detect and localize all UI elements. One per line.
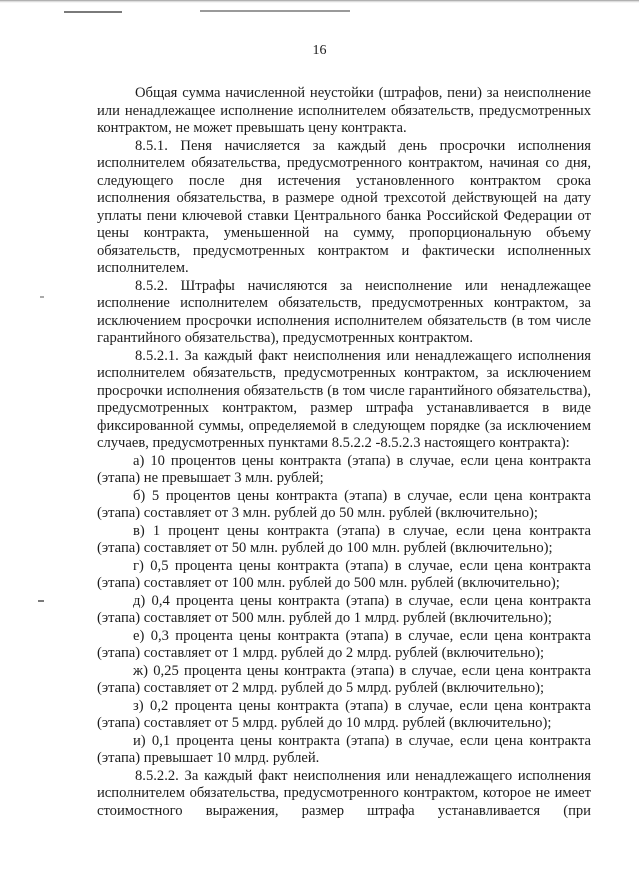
scan-artifact (64, 11, 122, 13)
list-item-a: а) 10 процентов цены контракта (этапа) в случае, если цена контракта (этапа) не превышает 3 млн. рублей; (97, 452, 591, 486)
document-body (97, 85, 591, 820)
scan-artifact (38, 600, 44, 602)
paragraph-general-penalty-limit: Общая сумма начисленной неустойки (штрафов, пени) за неисполнение или ненадлежащее исполнение исполнителем обязательств, предусмотренных контрактом, не может превышать цену контракта. (97, 85, 591, 136)
list-item-i: и) 0,1 процента цены контракта (этапа) в случае, если цена контракта (этапа) превышает 10 млрд. рублей. (97, 732, 591, 766)
list-item-b: б) 5 процентов цены контракта (этапа) в случае, если цена контракта (этапа) составляет от 3 млн. рублей до 50 млн. рублей (включительно); (97, 487, 591, 521)
list-item-zh: ж) 0,25 процента цены контракта (этапа) в случае, если цена контракта (этапа) составляет от 2 млрд. рублей до 5 млрд. рублей (включительно); (97, 662, 591, 696)
paragraph-8-5-1: 8.5.1. Пеня начисляется за каждый день просрочки исполнения исполнителем обязательства, предусмотренного контрактом, начиная со дня, следующего после дня истечения установленного контрактом срока исполнения обязательства, в размере одной трехсотой действующей на дату уплаты пени ключевой ставки Центрального банка Российской Федерации от цены контракта, уменьшенной на сумму, пропорциональную объему обязательств, предусмотренных контрактом и фактически исполненных исполнителем. (97, 137, 591, 276)
paragraph-8-5-2-2: 8.5.2.2. За каждый факт неисполнения или ненадлежащего исполнения исполнителем обязательства, предусмотренного контрактом, которое не имеет стоимостного выражения, размер штрафа устанавливается (при (97, 767, 591, 819)
list-item-d: д) 0,4 процента цены контракта (этапа) в случае, если цена контракта (этапа) составляет от 500 млн. рублей до 1 млрд. рублей (включительно); (97, 592, 591, 626)
paragraph-8-5-2: 8.5.2. Штрафы начисляются за неисполнение или ненадлежащее исполнение исполнителем обязательств, предусмотренных контрактом, за исключением просрочки исполнения исполнителем обязательств (в том числе гарантийного обязательства), предусмотренных контрактом. (97, 277, 591, 346)
page-number: 16 (312, 43, 327, 58)
paragraph-8-5-2-1: 8.5.2.1. За каждый факт неисполнения или ненадлежащего исполнения исполнителем обязательств, предусмотренных контрактом, за исключением просрочки исполнения обязательств (в том числе гарантийного обязательства), предусмотренных контрактом, размер штрафа устанавливается в виде фиксированной суммы, определяемой в следующем порядке (за исключением случаев, предусмотренных пунктами 8.5.2.2 -8.5.2.3 настоящего контракта): (97, 347, 591, 451)
list-item-e: е) 0,3 процента цены контракта (этапа) в случае, если цена контракта (этапа) составляет от 1 млрд. рублей до 2 млрд. рублей (включительно); (97, 627, 591, 661)
list-item-v: в) 1 процент цены контракта (этапа) в случае, если цена контракта (этапа) составляет от 50 млн. рублей до 100 млн. рублей (включительно); (97, 522, 591, 556)
scan-edge (0, 0, 639, 3)
list-item-g: г) 0,5 процента цены контракта (этапа) в случае, если цена контракта (этапа) составляет от 100 млн. рублей до 500 млн. рублей (включительно); (97, 557, 591, 591)
list-item-z: з) 0,2 процента цены контракта (этапа) в случае, если цена контракта (этапа) составляет от 5 млрд. рублей до 10 млрд. рублей (включительно); (97, 697, 591, 731)
scan-artifact (200, 10, 350, 12)
scan-artifact (40, 296, 44, 298)
